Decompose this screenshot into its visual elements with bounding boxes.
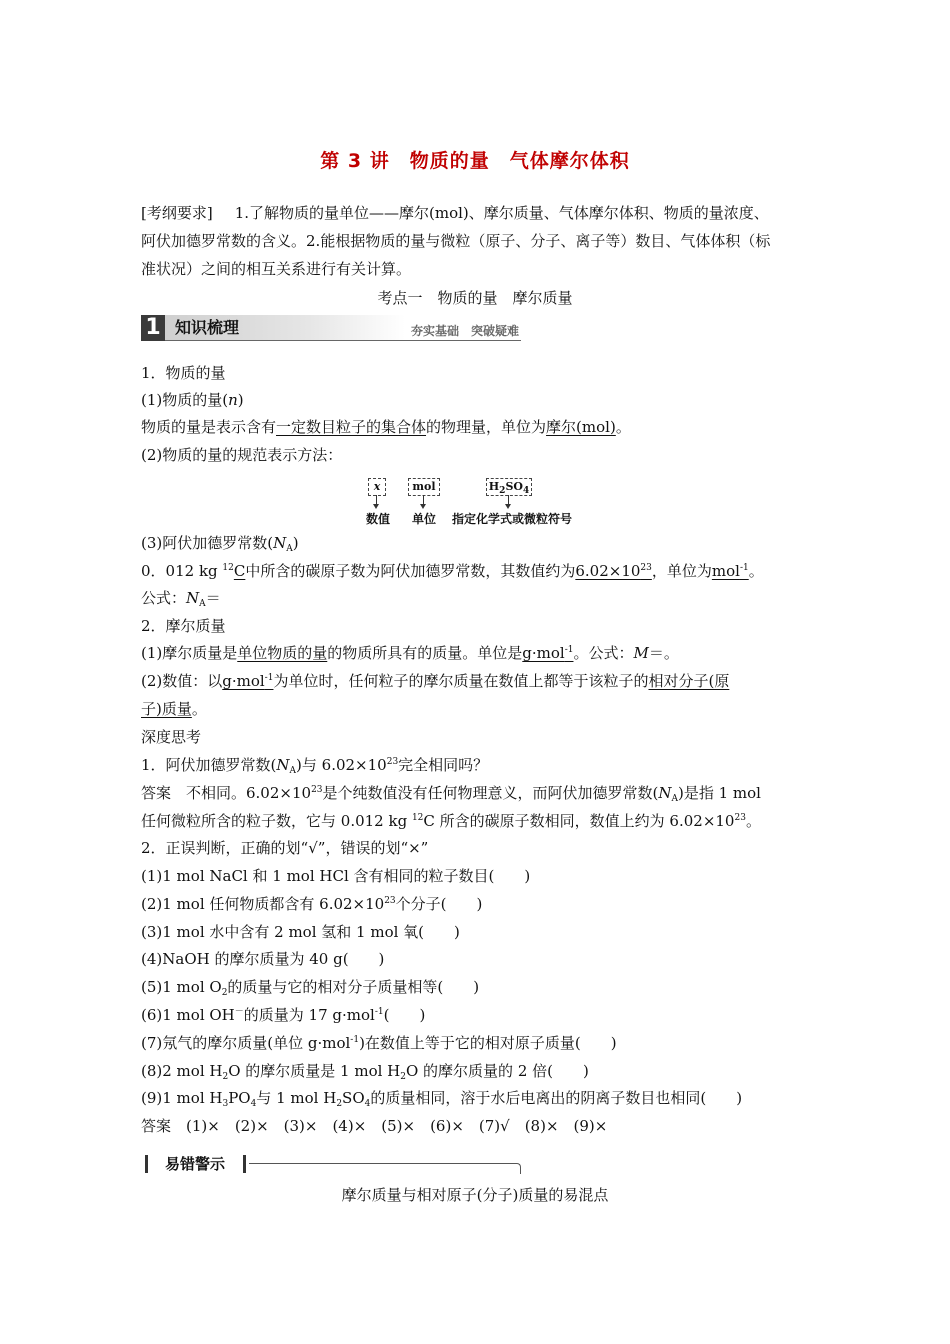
judge-item-8: (8)2 mol $H_2O$ 的摩尔质量是 1 mol $H_2O$ 的摩尔质量的 2 倍( ) — [141, 1062, 589, 1082]
diagram-label-formula: 指定化学式或微粒符号 — [452, 512, 573, 526]
kaodian-heading: 考点一 物质的量 摩尔质量 — [377, 289, 573, 307]
judge-item-6: (6)1 mol OH－的质量为 17 g·mol$^{-1}$( ) — [141, 1006, 426, 1024]
judge-answer: 答案 (1)× (2)× (3)× (4)× (5)× (6)× (7)√ (8)× (9)× — [141, 1117, 608, 1135]
warning-corner — [514, 1163, 521, 1174]
s1-sub3: (3)阿伏加德罗常数$(N_A)$ — [141, 534, 299, 554]
deep-answer-1-line1: 答案 不相同。$6.02\times 10^{23}$是个纯数值没有任何物理意义，而阿伏加德罗常数$(N_A)$是指 1 mol — [141, 784, 761, 804]
s2-line2: (2)数值：以g·mol$^{-1}$为单位时，任何粒子的摩尔质量在数值上都等于该粒子的相对分子(原 — [141, 672, 730, 690]
section-banner — [141, 315, 521, 341]
s2-heading: 2．摩尔质量 — [141, 617, 226, 635]
warning-banner — [145, 1153, 521, 1175]
warning-bar-left — [145, 1155, 148, 1173]
warning-rule — [249, 1163, 515, 1164]
judge-item-1: (1)1 mol NaCl 和 1 mol HCl 含有相同的粒子数目( ) — [141, 867, 531, 885]
judge-item-9: (9)1 mol $H_3PO_4$与 1 mol $H_2SO_4$的质量相同，溶于水后电离出的阴离子数目也相同( ) — [141, 1089, 743, 1109]
judge-item-3: (3)1 mol 水中含有 2 mol 氢和 1 mol 氧( ) — [141, 923, 460, 941]
diagram-box-formula: $H_2SO_4$ — [486, 478, 532, 496]
s2-line3: 子)质量。 — [141, 700, 207, 718]
requirement-line-1: [考纲要求] 1.了解物质的量单位——摩尔(mol)、摩尔质量、气体摩尔体积、物质的量浓度、 — [141, 204, 769, 222]
requirement-line-3: 准状况）之间的相互关系进行有关计算。 — [141, 260, 412, 278]
deep-answer-1-line2: 任何微粒所含的粒子数，它与 0.012 kg $^{12}$C 所含的碳原子数相同，数值上约为 $6.02\times 10^{23}$。 — [141, 812, 761, 830]
diagram-box-value: x — [368, 478, 386, 496]
s1-heading: 1．物质的量 — [141, 364, 226, 382]
diagram-box-unit: mol — [408, 478, 440, 496]
diagram-label-unit: 单位 — [412, 512, 437, 526]
section-number: 1 — [141, 315, 165, 341]
deep-question-1: 1．阿伏加德罗常数$(N_A)$与 $6.02\times 10^{23}$完全相同吗？ — [141, 756, 489, 776]
diagram-arrow-3 — [508, 495, 509, 505]
warning-subtitle: 摩尔质量与相对原子(分子)质量的易混点 — [341, 1186, 609, 1204]
section-rule — [165, 340, 521, 341]
diagram-label-value: 数值 — [366, 512, 391, 526]
warning-bar-right — [243, 1155, 246, 1173]
warning-label: 易错警示 — [165, 1155, 226, 1173]
diagram-arrow-2 — [423, 495, 424, 505]
deep-heading: 深度思考 — [141, 728, 202, 746]
deep-question-2: 2．正误判断，正确的划“√”，错误的划“×” — [141, 839, 429, 857]
judge-item-4: (4)NaOH 的摩尔质量为 40 g( ) — [141, 950, 385, 968]
diagram-arrow-1 — [376, 495, 377, 505]
section-tag: 夯实基础 突破疑难 — [410, 324, 519, 338]
s1-formula: 公式：$N_A=$ — [141, 589, 221, 609]
judge-item-7: (7)氖气的摩尔质量(单位 g·mol$^{-1}$)在数值上等于它的相对原子质量( ) — [141, 1034, 617, 1052]
requirement-line-2: 阿伏加德罗常数的含义。2.能根据物质的量与微粒（原子、分子、离子等）数目、气体体积（标 — [141, 232, 771, 250]
requirement-label: [考纲要求] — [141, 204, 213, 222]
s1-definition: 物质的量是表示含有一定数目粒子的集合体的物理量，单位为摩尔(mol)。 — [141, 418, 631, 436]
s1-avogadro: 0．012 kg $^{12}$C中所含的碳原子数为阿伏加德罗常数，其数值约为$6.02\times 10^{23}$，单位为mol$^{-1}$。 — [141, 562, 764, 580]
judge-item-5: (5)1 mol $O_2$的质量与它的相对分子质量相等( ) — [141, 978, 480, 998]
page-title: 第 3 讲 物质的量 气体摩尔体积 — [320, 150, 630, 172]
judge-item-2: (2)1 mol 任何物质都含有 $6.02\times 10^{23}$个分子( ) — [141, 895, 483, 913]
s2-line1: (1)摩尔质量是单位物质的量的物质所具有的质量。单位是g·mol$^{-1}$。公式：M＝。 — [141, 644, 679, 662]
s1-sub1: (1)物质的量(n) — [141, 391, 244, 409]
notation-diagram — [362, 476, 602, 528]
s1-sub2: (2)物质的量的规范表示方法： — [141, 446, 343, 464]
section-title: 知识梳理 — [165, 315, 405, 341]
